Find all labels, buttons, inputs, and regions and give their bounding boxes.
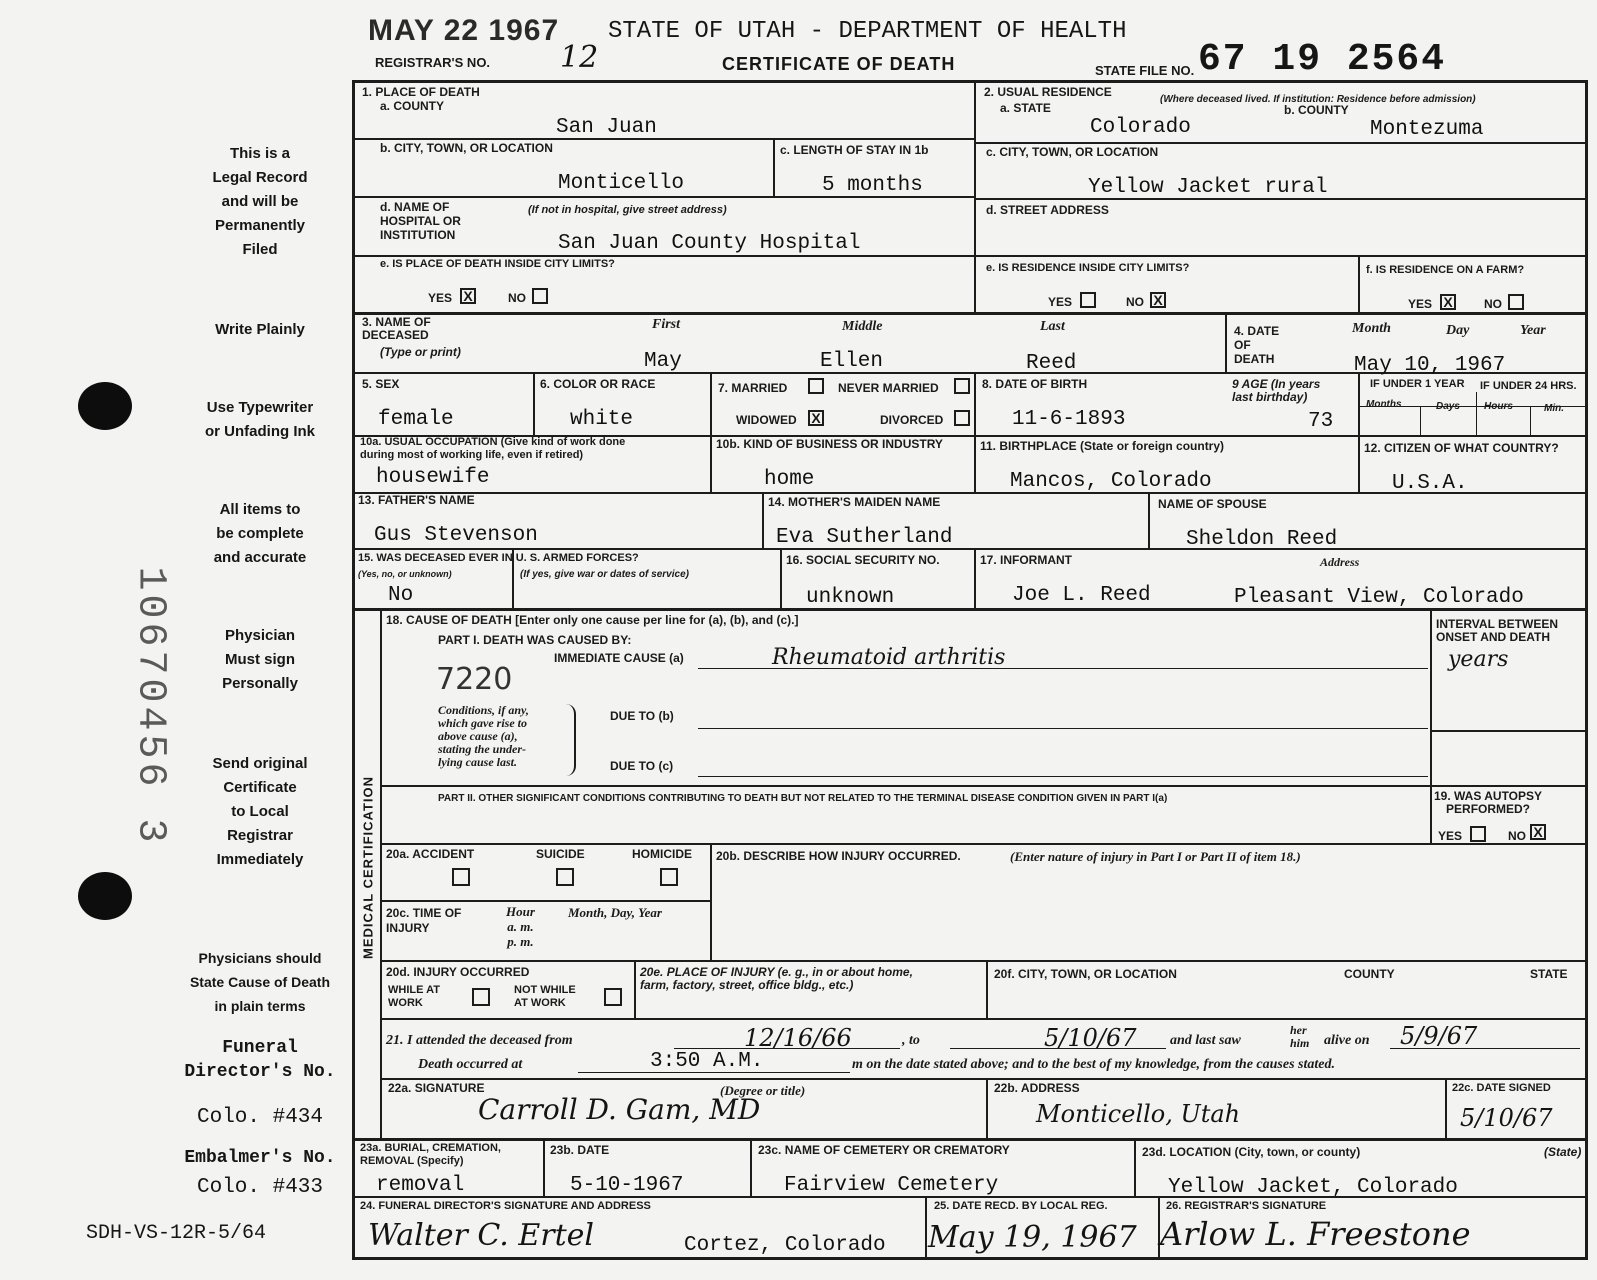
note-physician-sign: Physician Must sign Personally	[222, 627, 298, 692]
label-disposition-date: 23b. DATE	[550, 1143, 610, 1157]
embalmer-label: Embalmer's No.	[184, 1148, 336, 1168]
value-death-date: May 10, 1967	[1354, 354, 1506, 377]
label-father: 13. FATHER'S NAME	[358, 493, 475, 507]
value-cause-code: 7220	[436, 662, 513, 697]
label-informant-address: Address	[1320, 555, 1360, 569]
value-informant-address: Pleasant View, Colorado	[1234, 586, 1524, 609]
checkbox-autopsy-yes[interactable]	[1470, 826, 1486, 842]
certificate-title: CERTIFICATE OF DEATH	[722, 54, 956, 74]
label-res-inside-city: e. IS RESIDENCE INSIDE CITY LIMITS?	[986, 262, 1190, 274]
label-cemetery: 23c. NAME OF CEMETERY OR CREMATORY	[758, 1143, 1010, 1157]
label-immediate-cause: IMMEDIATE CAUSE (a)	[554, 651, 684, 665]
label-her-him: her him	[1290, 1023, 1310, 1050]
label-ssn: 16. SOCIAL SECURITY NO.	[786, 553, 940, 567]
value-res-city: Yellow Jacket rural	[1088, 176, 1328, 199]
label-state-paren: (State)	[1544, 1145, 1582, 1159]
value-citizen: U.S.A.	[1392, 472, 1468, 495]
label-county: a. COUNTY	[380, 99, 445, 113]
value-birthplace: Mancos, Colorado	[1010, 470, 1212, 493]
label-res-inside-yes: YES	[1048, 295, 1073, 309]
value-death-time: 3:50 A.M.	[650, 1050, 764, 1073]
label-hospital-note: (If not in hospital, give street address)	[528, 204, 727, 216]
checkbox-inside-city-yes[interactable]: X	[460, 288, 476, 304]
value-date-received: May 19, 1967	[928, 1220, 1137, 1255]
checkbox-accident[interactable]	[452, 868, 470, 886]
value-disposition-date: 5-10-1967	[570, 1174, 684, 1197]
value-spouse: Sheldon Reed	[1186, 528, 1338, 551]
checkbox-autopsy-no[interactable]: X	[1530, 824, 1546, 840]
value-attended-to: 5/10/67	[1044, 1024, 1137, 1052]
label-first: First	[652, 317, 681, 332]
checkbox-widowed[interactable]: X	[808, 410, 824, 426]
physician-signature: Carroll D. Gam, MD	[478, 1093, 761, 1126]
label-usual-residence: 2. USUAL RESIDENCE	[984, 85, 1112, 99]
label-type-print: (Type or print)	[380, 345, 461, 359]
label-farm-yes: YES	[1408, 297, 1433, 311]
checkbox-not-while-at-work[interactable]	[604, 988, 622, 1006]
value-immediate-cause: Rheumatoid arthritis	[772, 645, 1006, 670]
value-occupation: housewife	[376, 466, 490, 489]
label-date-received: 25. DATE RECD. BY LOCAL REG.	[934, 1200, 1108, 1212]
label-last: Last	[1040, 319, 1065, 334]
label-birthplace: 11. BIRTHPLACE (State or foreign country)	[980, 439, 1225, 453]
checkbox-suicide[interactable]	[556, 868, 574, 886]
registrar-label: REGISTRAR'S NO.	[375, 55, 491, 70]
label-informant: 17. INFORMANT	[980, 553, 1073, 567]
value-disposition: removal	[376, 1174, 465, 1197]
label-spouse: NAME OF SPOUSE	[1158, 497, 1267, 511]
checkbox-res-inside-yes[interactable]	[1080, 292, 1096, 308]
value-res-state: Colorado	[1090, 116, 1191, 139]
label-injury-city: 20f. CITY, TOWN, OR LOCATION	[994, 967, 1177, 981]
note-legal-record: This is a Legal Record and will be Permanently Filed	[212, 145, 308, 258]
label-hospital: d. NAME OF HOSPITAL OR INSTITUTION	[380, 200, 461, 242]
label-conditions: Conditions, if any, which gave rise to above cause (a), stating the under- lying cause last.	[438, 703, 529, 769]
checkbox-while-at-work[interactable]	[472, 988, 490, 1006]
label-race: 6. COLOR OR RACE	[540, 377, 656, 391]
label-occupation: 10a. USUAL OCCUPATION (Give kind of work done during most of working life, even if retired)	[360, 436, 626, 461]
embalmer-no: Colo. #433	[196, 1176, 324, 1199]
note-plain-terms: Physicians should State Cause of Death in plain terms	[189, 950, 331, 1014]
label-date-signed: 22c. DATE SIGNED	[1452, 1082, 1551, 1094]
note-send-original: Send original Certificate to Local Registrar Immediately	[212, 755, 308, 868]
label-res-state: a. STATE	[1000, 101, 1051, 115]
label-street-address: d. STREET ADDRESS	[986, 203, 1109, 217]
label-never-married: NEVER MARRIED	[838, 381, 939, 395]
value-sex: female	[378, 408, 454, 431]
value-city: Monticello	[558, 172, 685, 195]
label-to: , to	[902, 1033, 920, 1048]
value-informant: Joe L. Reed	[1012, 584, 1151, 607]
label-armed-note-2: (If yes, give war or dates of service)	[520, 569, 689, 580]
value-length-of-stay: 5 months	[822, 174, 923, 197]
label-res-city: c. CITY, TOWN, OR LOCATION	[986, 145, 1159, 159]
label-alive-on: alive on	[1324, 1033, 1370, 1048]
label-name-deceased: 3. NAME OF DECEASED	[362, 315, 431, 342]
label-place-of-death: 1. PLACE OF DEATH	[362, 85, 480, 99]
value-mother: Eva Sutherland	[776, 526, 953, 549]
registrar-number: 12	[560, 40, 599, 75]
label-location: 23d. LOCATION (City, town, or county)	[1142, 1145, 1361, 1159]
label-business: 10b. KIND OF BUSINESS OR INDUSTRY	[716, 437, 943, 451]
label-registrar-signature: 26. REGISTRAR'S SIGNATURE	[1166, 1200, 1327, 1212]
state-file-label: STATE FILE NO.	[1095, 63, 1195, 78]
value-attended-from: 12/16/66	[744, 1024, 852, 1052]
value-first-name: May	[644, 350, 682, 373]
label-signature: 22a. SIGNATURE	[388, 1081, 485, 1095]
binder-hole-bottom	[78, 872, 132, 920]
label-injury-state: STATE	[1530, 967, 1568, 981]
checkbox-inside-city-no[interactable]	[532, 288, 548, 304]
label-not-while-at-work: NOT WHILE AT WORK	[514, 984, 576, 1009]
value-interval: years	[1448, 647, 1509, 672]
label-date-of-death: 4. DATE OF DEATH	[1234, 324, 1280, 366]
value-cemetery: Fairview Cemetery	[784, 1174, 999, 1197]
note-complete: All items to be complete and accurate	[213, 501, 307, 566]
label-due-to-c: DUE TO (c)	[610, 759, 674, 773]
label-due-to-b: DUE TO (b)	[610, 709, 674, 723]
label-homicide: HOMICIDE	[632, 847, 692, 861]
label-month: Month	[1352, 321, 1391, 336]
label-autopsy-no: NO	[1508, 829, 1526, 843]
label-cause-of-death: 18. CAUSE OF DEATH [Enter only one cause per line for (a), (b), and (c).]	[386, 613, 799, 627]
label-date-of-birth: 8. DATE OF BIRTH	[982, 377, 1088, 391]
label-res-inside-no: NO	[1126, 295, 1144, 309]
value-date-of-birth: 11-6-1893	[1012, 408, 1126, 431]
value-res-county: Montezuma	[1370, 118, 1484, 141]
label-divorced: DIVORCED	[880, 413, 944, 427]
value-date-signed: 5/10/67	[1460, 1104, 1553, 1132]
form-number: SDH-VS-12R-5/64	[86, 1222, 267, 1245]
label-under-24-hrs: IF UNDER 24 HRS.	[1480, 380, 1577, 392]
label-funeral-director: 24. FUNERAL DIRECTOR'S SIGNATURE AND ADDRESS	[360, 1200, 651, 1212]
label-time-of-injury: 20c. TIME OF INJURY	[386, 906, 462, 935]
funeral-director-no: Colo. #434	[196, 1106, 324, 1129]
label-while-at-work: WHILE AT WORK	[388, 984, 440, 1009]
checkbox-homicide[interactable]	[660, 868, 678, 886]
label-death-occurred: Death occurred at	[418, 1057, 523, 1072]
state-file-number: 67 19 2564	[1198, 38, 1447, 81]
label-mother: 14. MOTHER'S MAIDEN NAME	[768, 495, 941, 509]
value-armed-forces: No	[388, 584, 414, 607]
value-last-name: Reed	[1026, 352, 1077, 375]
value-race: white	[570, 408, 634, 431]
label-month-day-year: Month, Day, Year	[568, 905, 662, 920]
label-disposition: 23a. BURIAL, CREMATION, REMOVAL (Specify)	[360, 1142, 501, 1167]
value-last-saw: 5/9/67	[1400, 1022, 1478, 1050]
label-armed-note-1: (Yes, no, or unknown)	[358, 569, 452, 579]
label-sex: 5. SEX	[362, 377, 400, 391]
label-residence-note: (Where deceased lived. If institution: Residence before admission)	[1160, 94, 1476, 105]
label-degree: (Degree or title)	[720, 1083, 806, 1098]
label-autopsy: 19. WAS AUTOPSY PERFORMED?	[1434, 789, 1543, 816]
note-typewriter: Use Typewriter or Unfading Ink	[205, 399, 315, 440]
checkbox-farm-yes[interactable]: X	[1440, 294, 1456, 310]
label-day: Day	[1446, 323, 1470, 338]
label-physician-address: 22b. ADDRESS	[994, 1081, 1080, 1095]
received-stamp: MAY 22 1967	[368, 14, 560, 47]
checkbox-married[interactable]	[808, 378, 824, 394]
label-accident: 20a. ACCIDENT	[386, 847, 475, 861]
label-injury-county: COUNTY	[1344, 967, 1395, 981]
label-days: Days	[1436, 401, 1460, 412]
label-months: Months	[1366, 399, 1402, 410]
label-length-of-stay: c. LENGTH OF STAY IN 1b	[780, 143, 929, 157]
checkbox-divorced[interactable]	[954, 410, 970, 426]
medical-certification-label: MEDICAL CERTIFICATION	[360, 776, 376, 960]
label-inside-no: NO	[508, 291, 526, 305]
label-m-on-date: m on the date stated above; and to the best of my knowledge, from the causes stated.	[852, 1057, 1335, 1072]
label-last-saw: and last saw	[1170, 1033, 1241, 1048]
binder-hole-top	[78, 382, 132, 430]
checkbox-never-married[interactable]	[954, 378, 970, 394]
value-location: Yellow Jacket, Colorado	[1168, 1176, 1458, 1199]
funeral-director-label: Funeral Director's No.	[184, 1038, 336, 1082]
label-under-1-year: IF UNDER 1 YEAR	[1370, 378, 1465, 390]
label-widowed: WIDOWED	[736, 413, 797, 427]
label-suicide: SUICIDE	[536, 847, 585, 861]
label-inside-yes: YES	[428, 291, 453, 305]
label-city: b. CITY, TOWN, OR LOCATION	[380, 141, 553, 155]
value-hospital: San Juan County Hospital	[558, 232, 861, 255]
label-inside-city: e. IS PLACE OF DEATH INSIDE CITY LIMITS?	[380, 258, 615, 270]
label-hour-ampm: Hour a. m. p. m.	[506, 904, 535, 949]
label-on-farm: f. IS RESIDENCE ON A FARM?	[1366, 264, 1525, 276]
value-funeral-address: Cortez, Colorado	[684, 1234, 886, 1257]
vertical-serial: 10670456 3	[127, 566, 173, 847]
label-citizen: 12. CITIZEN OF WHAT COUNTRY?	[1364, 441, 1559, 455]
value-middle-name: Ellen	[820, 350, 884, 373]
registrar-signature: Arlow L. Freestone	[1160, 1215, 1471, 1253]
label-age: 9 AGE (In years last birthday)	[1232, 377, 1321, 404]
header-title: STATE OF UTAH - DEPARTMENT OF HEALTH	[608, 18, 1127, 45]
label-middle: Middle	[842, 319, 883, 334]
checkbox-res-inside-no[interactable]: X	[1150, 292, 1166, 308]
label-armed-forces: 15. WAS DECEASED EVER IN U. S. ARMED FORCES?	[358, 552, 639, 564]
label-injury-description: 20b. DESCRIBE HOW INJURY OCCURRED.	[716, 849, 961, 863]
label-autopsy-yes: YES	[1438, 829, 1463, 843]
label-injury-note: (Enter nature of injury in Part I or Part II of item 18.)	[1010, 849, 1301, 864]
checkbox-farm-no[interactable]	[1508, 294, 1524, 310]
note-write-plainly: Write Plainly	[215, 321, 305, 338]
label-married: 7. MARRIED	[718, 381, 788, 395]
label-year: Year	[1520, 323, 1546, 338]
value-father: Gus Stevenson	[374, 524, 538, 547]
value-ssn: unknown	[806, 586, 895, 609]
label-res-county: b. COUNTY	[1284, 103, 1349, 117]
label-injury-occurred: 20d. INJURY OCCURRED	[386, 965, 530, 979]
label-hours: Hours	[1484, 401, 1513, 412]
label-min: Min.	[1544, 403, 1564, 414]
label-attended: 21. I attended the deceased from	[386, 1033, 573, 1048]
funeral-director-signature: Walter C. Ertel	[368, 1218, 594, 1253]
value-age: 73	[1308, 410, 1334, 433]
label-interval: INTERVAL BETWEEN ONSET AND DEATH	[1436, 617, 1559, 644]
value-business: home	[764, 468, 815, 491]
value-county: San Juan	[556, 116, 657, 139]
label-place-of-injury: 20e. PLACE OF INJURY (e. g., in or about home, farm, factory, street, office bldg., etc.)	[640, 965, 913, 992]
label-farm-no: NO	[1484, 297, 1502, 311]
value-physician-address: Monticello, Utah	[1036, 1100, 1241, 1128]
label-part2: PART II. OTHER SIGNIFICANT CONDITIONS CONTRIBUTING TO DEATH BUT NOT RELATED TO THE TERMINAL DISEASE CONDITION GIVEN IN PART I(a)	[438, 793, 1168, 804]
label-part1: PART I. DEATH WAS CAUSED BY:	[438, 633, 632, 647]
